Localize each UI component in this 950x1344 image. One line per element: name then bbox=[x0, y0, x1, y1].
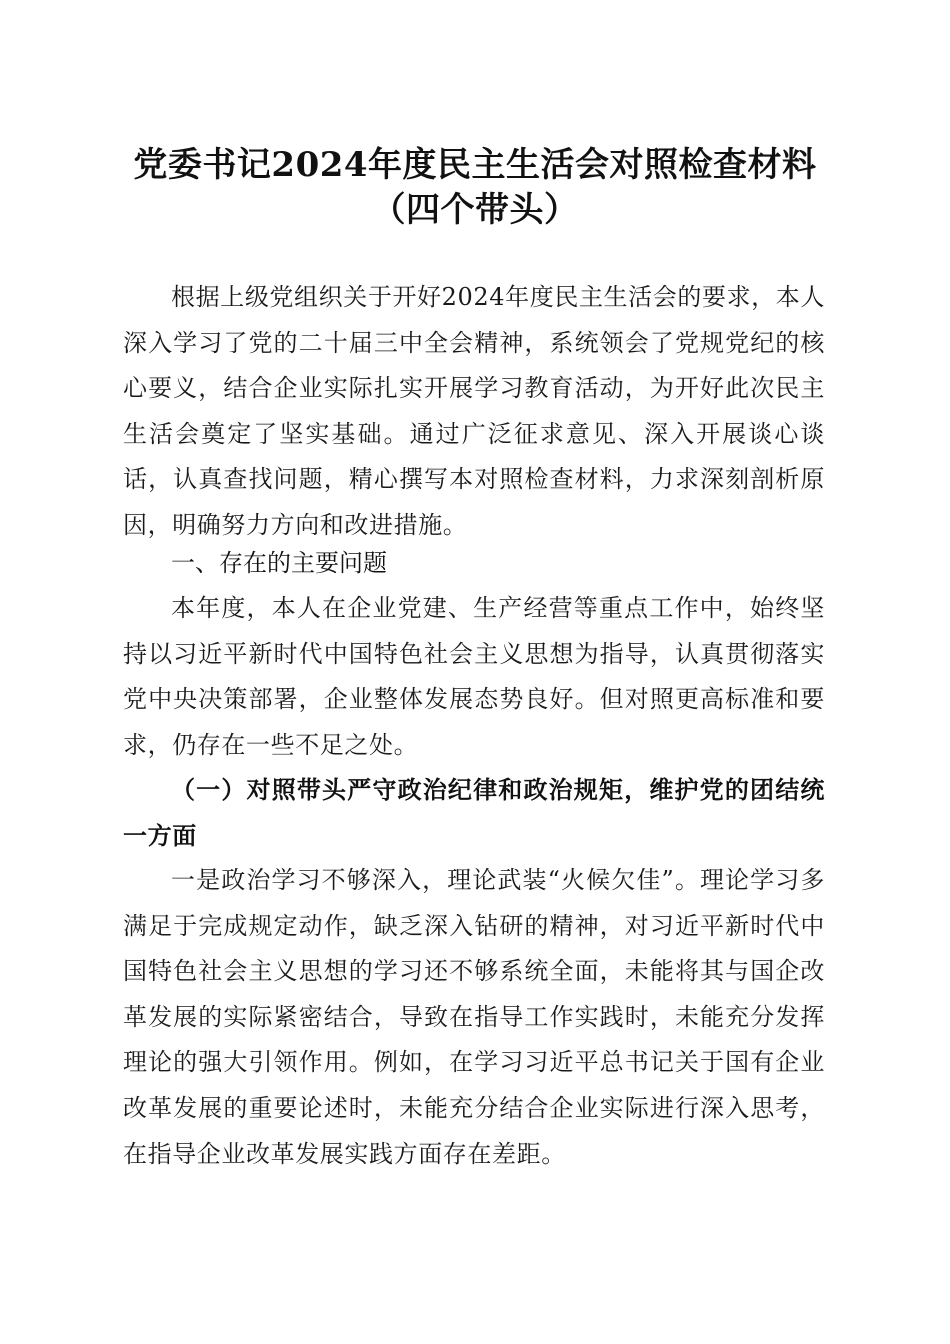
document-title: 党委书记2024年度民主生活会对照检查材料 bbox=[133, 145, 817, 185]
section-heading: 一、存在的主要问题 bbox=[171, 549, 387, 577]
document-subtitle: （四个带头） bbox=[371, 190, 579, 230]
subsection-paragraph: 一是政治学习不够深入，理论武装“火候欠佳”。理论学习多满足于完成规定动作，缺乏深入钻研的精神，对习近平新时代中国特色社会主义思想的学习还不够系统全面，未能将其与国企改革发展的实际紧密结合，导致在指导工作实践时，未能充分发挥理论的强大引领作用。例如，在学习习近平总书记关于国有企业改革发展的重要论述时，未能充分结合企业实际进行深入思考，在指导企业改革发展实践方面存在差距。 bbox=[123, 866, 825, 1168]
intro-paragraph: 根据上级党组织关于开好2024年度民主生活会的要求，本人深入学习了党的二十届三中全会精神，系统领会了党规党纪的核心要义，结合企业实际扎实开展学习教育活动，为开好此次民主生活会奠定了坚实基础。通过广泛征求意见、深入开展谈心谈话，认真查找问题，精心撰写本对照检查材料，力求深刻剖析原因，明确努力方向和改进措施。 bbox=[123, 283, 825, 539]
section-paragraph: 本年度，本人在企业党建、生产经营等重点工作中，始终坚持以习近平新时代中国特色社会主义思想为指导，认真贯彻落实党中央决策部署，企业整体发展态势良好。但对照更高标准和要求，仍存在一些不足之处。 bbox=[123, 594, 825, 759]
subsection-heading: （一）对照带头严守政治纪律和政治规矩，维护党的团结统一方面 bbox=[123, 775, 825, 850]
